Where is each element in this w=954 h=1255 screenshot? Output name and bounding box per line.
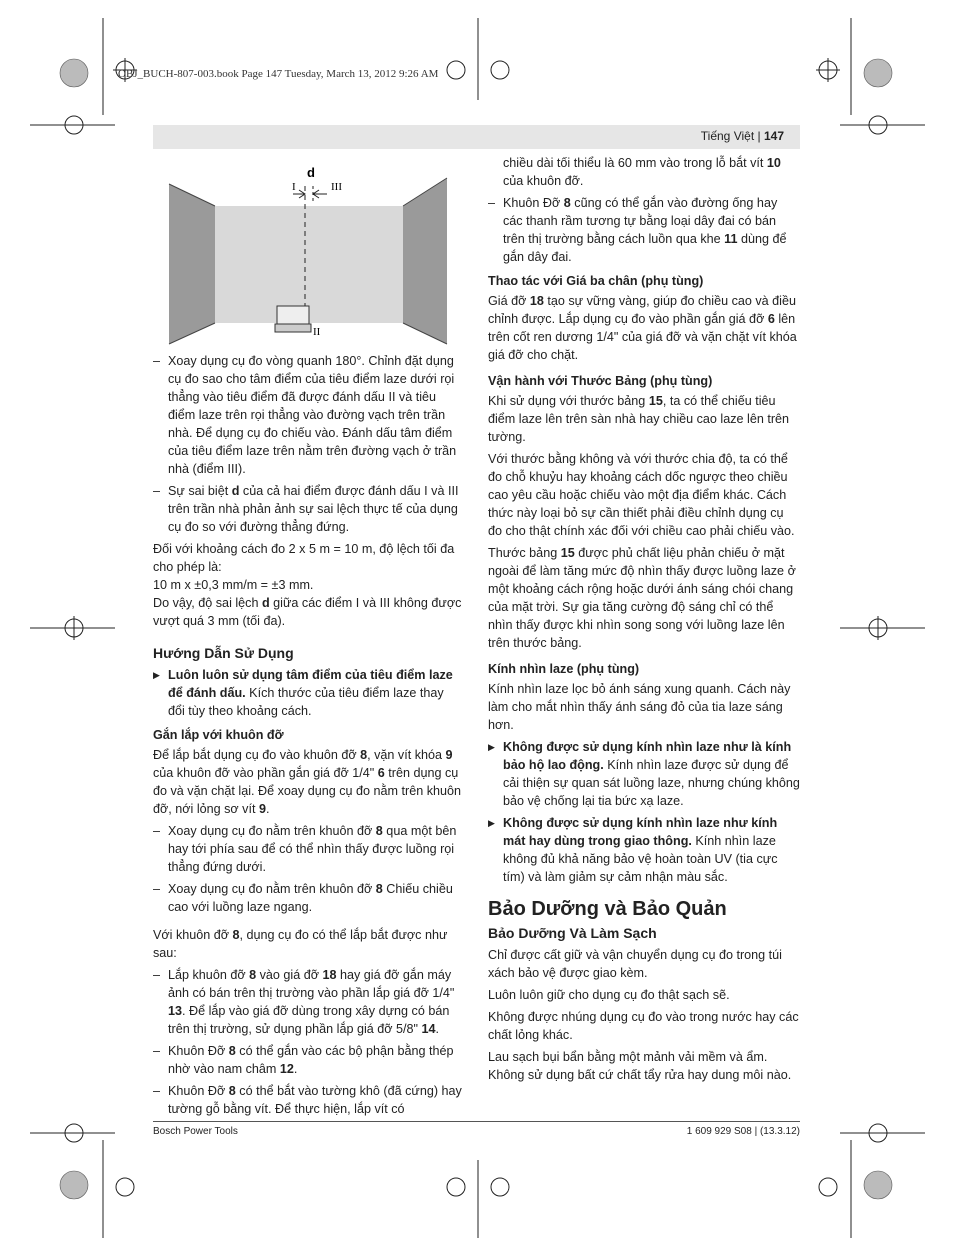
heading-cleaning: Bảo Dưỡng Và Làm Sạch: [488, 925, 657, 941]
option-tripod: – Lắp khuôn đỡ 8 vào giá đỡ 18 hay giá đỡ gắn máy ảnh có bán trên thị trường vào phần lắp giá đỡ 1/4" 13. Để lắp vào giá đỡ dùng trong xây dựng có bán trên thị trường, sử dụng phần lắp giá đỡ 5/8" 14.: [153, 966, 463, 1038]
paragraph-target: Khi sử dụng với thước bảng 15, ta có thể chiếu tiêu điểm laze lên trên sàn nhà hay chiều cao laze lên trên tường.: [488, 394, 790, 444]
paragraph-mount: Để lắp bắt dụng cụ đo vào khuôn đỡ 8, vặn vít khóa 9 của khuôn đỡ vào phần gắn giá đỡ 1/4" 6 trên dụng cụ đo và vặn chặt lại. Để xoay dụng cụ đo nằm trên khuôn đỡ, nới lỏng sơ vít 9.: [153, 748, 462, 816]
paragraph-target-ruler: Với thước bằng không và với thước chia độ, ta có thể đo chỗ khuỷu hay khoảng cách dốc ngược theo chiều cao yêu cầu hoặc chiếu vào một địa điểm khác. Cách thức này loại bỏ sự cần thiết phải điều chỉnh dụng cụ đo cho thật chính xác đối với chiều cao phải chiếu vào.: [488, 452, 795, 538]
paragraph-wipe: Lau sạch bụi bẩn bằng một mảnh vải mềm và ẩm. Không sử dụng bất cứ chất tẩy rửa hay dung môi nào.: [488, 1050, 792, 1082]
footer-brand: Bosch Power Tools: [153, 1126, 238, 1137]
step-rotate: – Xoay dụng cụ đo vòng quanh 180°. Chỉnh đặt dụng cụ đo sao cho tâm điểm của tiêu điểm laze dưới rọi thẳng vào tiêu điểm đã được đánh dấu II và tiêu điểm laze trên rọi thẳng vào đường vạch trên trần nhà. Để dụng cụ đo chiếu vào. Đánh dấu tâm điểm của tiêu điểm laze trên nằm trên đường vạch ở trần nhà (điểm III).: [153, 352, 463, 478]
option-magnet: – Khuôn Đỡ 8 có thể gắn vào các bộ phận bằng thép nhờ vào nam châm 12.: [153, 1042, 463, 1078]
paragraph-mount-options: Với khuôn đỡ 8, dụng cụ đo có thể lắp bắt được như sau:: [153, 928, 448, 960]
paragraph-glasses: Kính nhìn laze lọc bỏ ánh sáng xung quanh. Cách này làm cho mắt nhìn thấy ánh sáng đỏ của tia laze sáng hơn.: [488, 682, 791, 732]
step-height: – Xoay dụng cụ đo nằm trên khuôn đỡ 8 Chiếu chiều cao với luồng laze ngang.: [153, 880, 463, 916]
left-column: [153, 352, 463, 1122]
heading-glasses: Kính nhìn laze (phụ tùng): [488, 662, 640, 676]
paragraph-clean: Luôn luôn giữ cho dụng cụ đo thật sạch sẽ.: [488, 988, 730, 1002]
heading-maintenance: Bảo Dưỡng và Bảo Quản: [488, 898, 727, 920]
warning-safety-glasses: ▶ Không được sử dụng kính nhìn laze như là kính bảo hộ lao động. Kính nhìn laze được sử dụng để cải thiện sự quan sát luồng laze, nhưng chúng không bảo vệ chống lại tia bức xạ laze.: [488, 738, 800, 810]
header-text: [701, 129, 784, 143]
header-language: Tiếng Việt: [700, 129, 755, 143]
footer-code: 1 609 929 S08 | (13.3.12): [686, 1126, 800, 1137]
page-number: 147: [763, 129, 784, 143]
option-strap: – Khuôn Đỡ 8 cũng có thể gắn vào đường ống hay các thanh rầm tương tự bằng loại dây đai có bán trên thị trường bằng cách luồn qua khe 11 dùng để gắn dây đai.: [488, 194, 800, 266]
paragraph-target-reflective: Thước bảng 15 được phủ chất liệu phản chiếu ở mặt ngoài để làm tăng mức độ nhìn thấy được luồng laze ở một khoảng cách rộng hoặc dưới ánh sáng chói chang của mặt trời. Sự gia tăng cường độ sáng chỉ có thể nhìn thấy được khi nhìn song song với luồng laze lên trên thước bảng.: [488, 546, 796, 650]
paragraph-no-water: Không được nhúng dụng cụ đo vào trong nước hay các chất lỏng khác.: [488, 1010, 799, 1042]
label-ii: II: [313, 326, 321, 338]
page-header: [153, 125, 800, 149]
step-difference: – Sự sai biệt d của cả hai điểm được đánh dấu I và III trên trần nhà phản ảnh sự sai lệch thực tế của dụng cụ đo so với đường thẳng đứng.: [153, 482, 463, 536]
paragraph-max-deviation: Đối với khoảng cách đo 2 x 5 m = 10 m, độ lệch tối đa cho phép là:: [153, 542, 455, 574]
printer-line: OBJ_BUCH-807-003.book Page 147 Tuesday, March 13, 2012 9:26 AM: [118, 68, 439, 80]
note-center-point: ▶ Luôn luôn sử dụng tâm điểm của tiêu điểm laze để đánh dấu. Kích thước của tiêu điểm laze thay đổi tùy theo khoảng cách.: [153, 666, 463, 720]
room-diagram: [165, 158, 455, 348]
footer-divider: [153, 1121, 800, 1122]
paragraph-continued: chiều dài tối thiểu là 60 mm vào trong lỗ bắt vít 10 của khuôn đỡ.: [503, 156, 781, 188]
right-column: [488, 154, 800, 1088]
warning-sunglasses: ▶ Không được sử dụng kính nhìn laze như kính mát hay dùng trong giao thông. Kính nhìn laze không đủ khả năng bảo vệ hoàn toàn UV (tia cực tím) và làm giảm sự cảm nhận màu sắc.: [488, 814, 800, 886]
paragraph-storage: Chỉ được cất giữ và vận chuyển dụng cụ đo trong túi xách bảo vệ được giao kèm.: [488, 948, 782, 980]
step-side: – Xoay dụng cụ đo nằm trên khuôn đỡ 8 qua một bên hay tới phía sau để có thể nhìn thấy được luồng rọi thẳng đứng dưới.: [153, 822, 463, 876]
paragraph-conclusion: Do vậy, độ sai lệch d giữa các điểm I và III không được vượt quá 3 mm (tối đa).: [153, 596, 462, 628]
heading-target: Vận hành với Thước Bảng (phụ tùng): [488, 374, 713, 388]
heading-usage: Hướng Dẫn Sử Dụng: [153, 645, 294, 661]
left-wall: [169, 184, 215, 344]
header-separator: |: [757, 129, 761, 143]
label-iii: III: [331, 181, 342, 193]
heading-tripod: Thao tác với Giá ba chân (phụ tùng): [488, 274, 704, 288]
paragraph-formula: 10 m x ±0,3 mm/m = ±3 mm.: [153, 578, 314, 592]
heading-mount: Gắn lắp với khuôn đỡ: [153, 728, 284, 742]
paragraph-tripod: Giá đỡ 18 tạo sự vững vàng, giúp đo chiều cao và điều chỉnh được. Lắp dụng cụ đo vào phần gắn giá đỡ 6 lên trên cốt ren dương 1/4" của giá đỡ và vặn chặt vít khóa giá đỡ cho chặt.: [488, 294, 797, 362]
label-i: I: [292, 181, 296, 193]
back-wall: [215, 206, 403, 323]
option-screw: – Khuôn Đỡ 8 có thể bắt vào tường khô (đã cứng) hay tường gỗ bằng vít. Để thực hiện, lắp vít có: [153, 1082, 463, 1118]
label-d: d: [307, 165, 315, 180]
right-wall: [403, 178, 447, 344]
